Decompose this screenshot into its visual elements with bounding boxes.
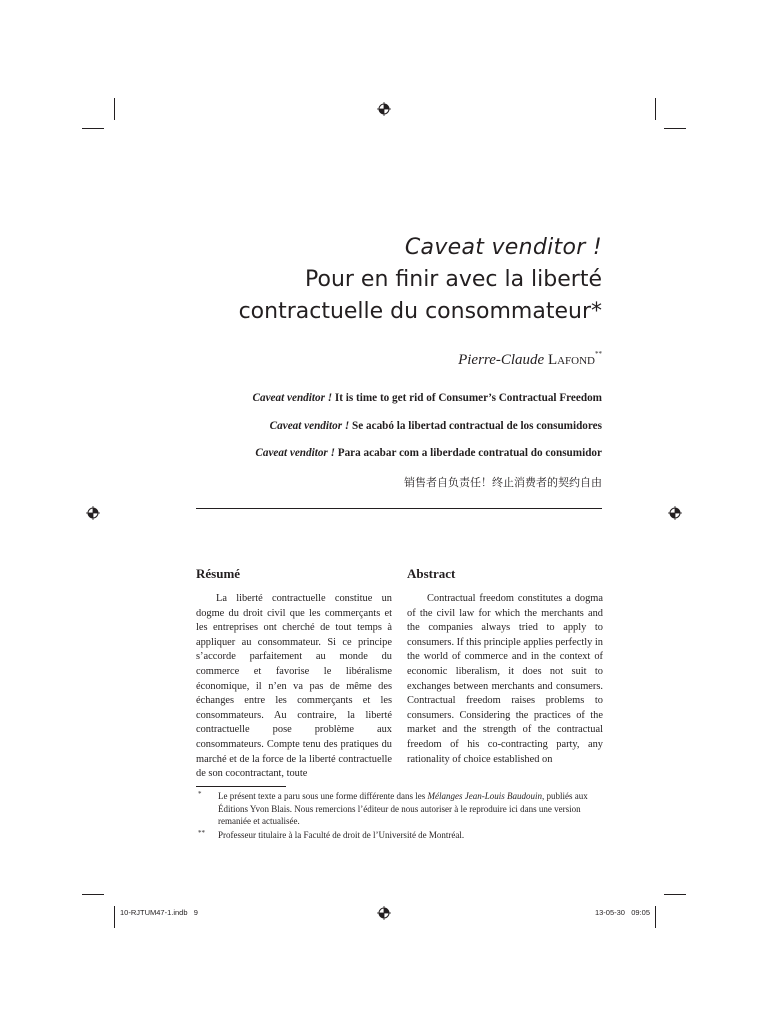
crop-mark: [664, 894, 686, 895]
article-title: [239, 232, 602, 328]
alt-title-italic: Caveat venditor !: [269, 420, 350, 432]
alt-title-text: Se acabó la libertad contractual de los consumidores: [349, 420, 602, 432]
title-line-1: Caveat venditor !: [404, 235, 602, 260]
alt-title-portuguese: [255, 447, 602, 459]
crop-mark: [655, 98, 656, 120]
resume-column: [196, 566, 392, 782]
crop-mark: [655, 906, 656, 928]
footnote-text: , publiés aux Éditions Yvon Blais. Nous remercions l’éditeur de nous autoriser à le reproduire ici dans une version remaniée et actualisée.: [218, 791, 588, 826]
crop-mark: [82, 894, 104, 895]
footnote-text: Le présent texte a paru sous une forme différente dans les: [218, 791, 428, 801]
print-slug-file: 10-RJTUM47-1.indb 9: [120, 908, 198, 917]
alt-title-english: [253, 392, 602, 404]
registration-mark-icon: [668, 506, 682, 520]
abstract-heading: Abstract: [407, 566, 456, 581]
crop-mark: [114, 98, 115, 120]
title-line-2: Pour en finir avec la liberté: [305, 267, 602, 292]
author-first-name: Pierre-Claude: [458, 352, 545, 368]
resume-text: La liberté contractuelle constitue un dogme du droit civil que les commerçants et les entreprises ont cherché de tout temps à appliquer au consommateur. Si ce principe s’accorde parfaitement au monde du commerce et favorise le libéralisme économique, il n’en va pas de même des échanges entre les commerçants et les consommateurs. Au contraire, la liberté contractuelle pose problème aux consommateurs. Compte tenu des pratiques du marché et de la force de la liberté contractuelle de son cocontractant, toute: [196, 593, 392, 780]
alt-title-text: It is time to get rid of Consumer’s Contractual Freedom: [332, 392, 602, 404]
footnote-1: [196, 790, 604, 828]
footnote-text: Professeur titulaire à la Faculté de droit de l’Université de Montréal.: [218, 829, 465, 840]
crop-mark: [82, 128, 104, 129]
abstract-text: Contractual freedom constitutes a dogma of the civil law for which the merchants and the companies always tried to apply to consumers. If this principle applies perfectly in the world of commerce and in the context of economic liberalism, it does not suit to exchanges between merchants and consumers. Contractual freedom raises problems to consumers. Considering the practices of the market and the strength of the contractual freedom of his co-contracting party, any rationality of choice established on: [407, 593, 603, 765]
alt-title-italic: Caveat venditor !: [252, 392, 333, 404]
author-last-name: Lafond: [547, 352, 595, 368]
print-slug-date: 13-05-30 09:05: [594, 908, 650, 917]
author-footnote-mark: **: [595, 350, 602, 358]
registration-mark-icon: [86, 506, 100, 520]
footnote-italic: Mélanges Jean-Louis Baudouin: [427, 791, 542, 801]
alt-title-chinese: [404, 474, 602, 490]
registration-mark-icon: [377, 906, 391, 920]
footnotes: [196, 790, 604, 841]
footnote-divider: [196, 786, 286, 787]
registration-mark-icon: [377, 102, 391, 116]
author-name: [458, 350, 602, 369]
alt-title-text: 销售者自负责任！终止消费者的契约自由: [404, 476, 602, 489]
alt-title-italic: Caveat venditor !: [255, 447, 335, 459]
section-divider: [196, 508, 602, 509]
footnote-mark: *: [198, 790, 202, 798]
crop-mark: [114, 906, 115, 928]
alt-title-spanish: [270, 420, 602, 432]
resume-heading: Résumé: [196, 566, 241, 581]
abstract-column: [407, 566, 603, 767]
alt-title-text: Para acabar com a liberdade contratual do consumidor: [334, 447, 602, 459]
title-line-3: contractuelle du consommateur*: [238, 299, 602, 324]
footnote-2: [196, 829, 604, 842]
footnote-mark: **: [198, 828, 205, 837]
crop-mark: [664, 128, 686, 129]
